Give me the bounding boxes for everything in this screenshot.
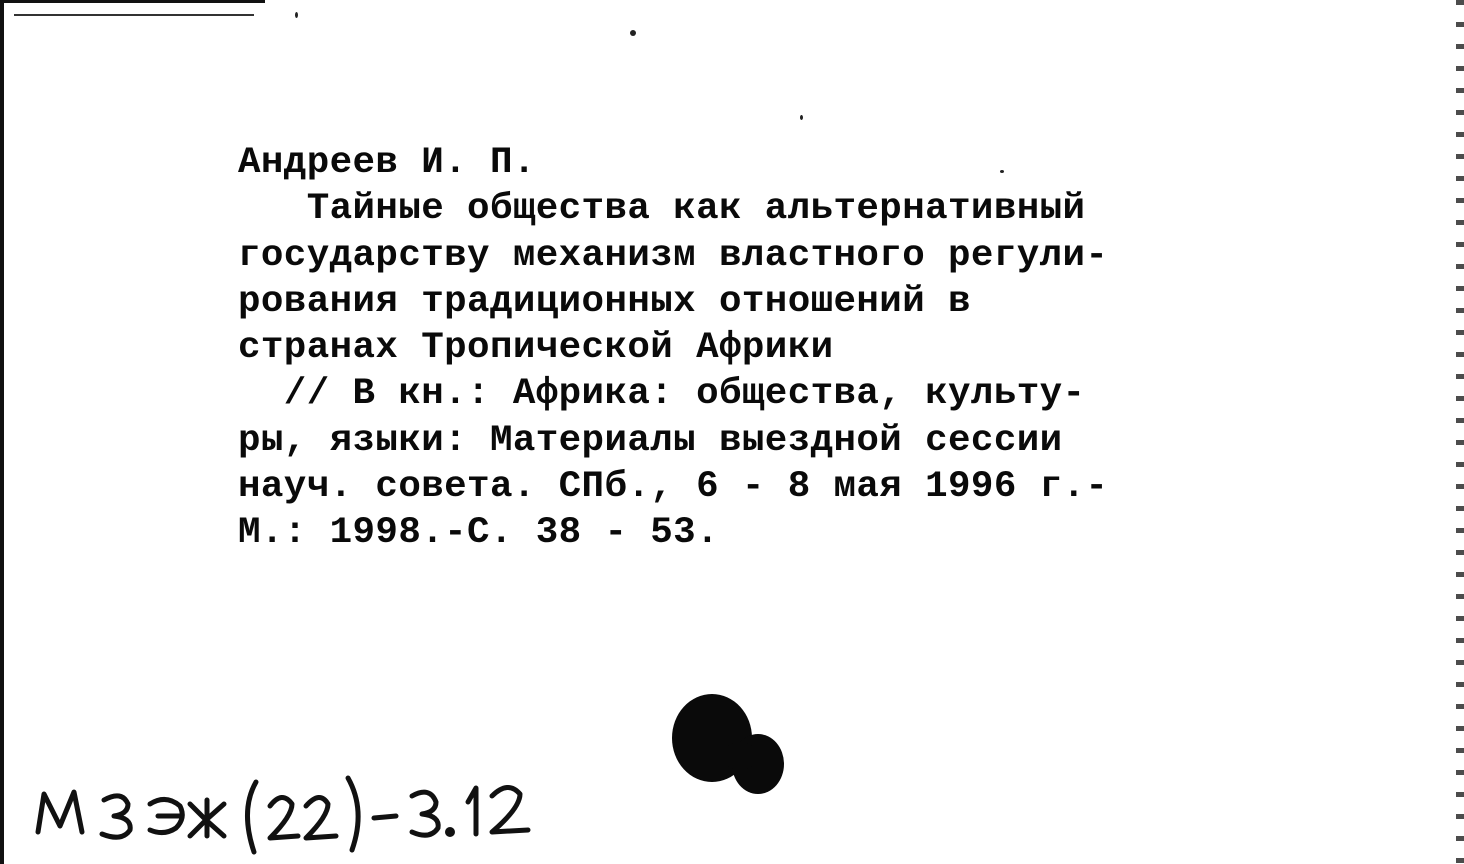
card-title-line: рования традиционных отношений в xyxy=(238,280,971,323)
card-title-line: Тайные общества как альтернативный xyxy=(238,188,1086,231)
card-source-line: // В кн.: Африка: общества, культу- xyxy=(238,373,1086,416)
scan-speck xyxy=(800,115,803,120)
card-source-line: М.: 1998.-С. 38 - 53. xyxy=(238,512,719,555)
scan-speck xyxy=(630,30,636,36)
card-author: Андреев И. П. xyxy=(238,142,536,184)
card-title-line: государству механизм властного регули- xyxy=(238,234,1109,277)
card-title-line: странах Тропической Африки xyxy=(238,327,834,370)
card-source-line: ры, языки: Материалы выездной сессии xyxy=(238,419,1063,462)
punch-hole-mark xyxy=(660,690,800,810)
card-right-edge xyxy=(1456,0,1464,864)
scan-speck xyxy=(295,12,298,18)
card-left-edge xyxy=(0,0,4,864)
card-top-edge xyxy=(0,0,265,3)
card-top-edge-inner xyxy=(14,14,254,16)
card-body-text xyxy=(238,140,1108,557)
handwritten-shelfmark xyxy=(30,760,550,855)
card-source-line: науч. совета. СПб., 6 - 8 мая 1996 г.- xyxy=(238,466,1109,509)
